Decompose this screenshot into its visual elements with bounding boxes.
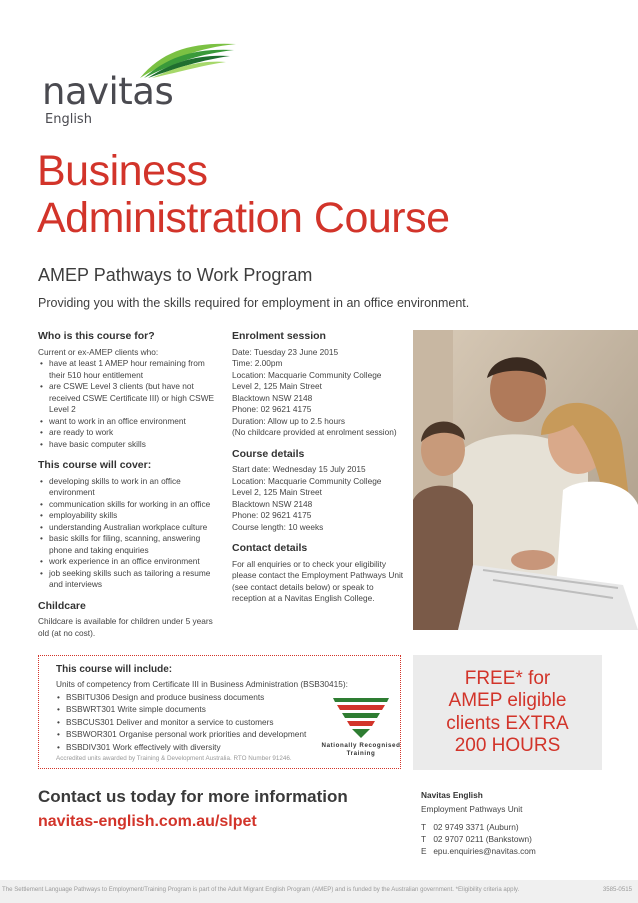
office-line-key: T	[421, 834, 427, 844]
list-item: • basic skills for filing, scanning, answering phone and taking enquiries	[38, 533, 218, 556]
course-units-box	[38, 655, 401, 769]
who-list	[38, 358, 218, 450]
nrt-label-line-2: Training	[346, 750, 376, 757]
office-line	[421, 821, 536, 833]
who-intro: Current or ex-AMEP clients who:	[38, 346, 159, 357]
title-line-1: Business	[37, 147, 208, 195]
contact-url-link[interactable]: navitas-english.com.au/slpet	[38, 813, 257, 830]
enrolment-line: Time: 2.00pm	[232, 358, 283, 368]
list-item: • BSBCUS301 Deliver and monitor a service to customers	[56, 716, 390, 729]
contact-heading: Contact us today for more information	[38, 787, 348, 806]
list-item: • communication skills for working in an office	[38, 499, 218, 511]
logo-wordmark: navitas	[42, 70, 174, 113]
page-title	[37, 148, 450, 242]
office-org: Navitas English	[421, 790, 483, 800]
enrolment-line: Location: Macquarie Community College	[232, 369, 382, 380]
footer	[0, 880, 638, 903]
course-details-line: Blacktown NSW 2148	[232, 498, 313, 509]
free-offer-box	[413, 655, 602, 770]
enrolment-line: Blacktown NSW 2148	[232, 392, 313, 403]
course-details-line: Course length: 10 weeks	[232, 521, 324, 532]
enrolment-line: (No childcare provided at enrolment session)	[232, 427, 397, 437]
enrolment-line: Level 2, 125 Main Street	[232, 381, 322, 391]
office-email-link[interactable]: epu.enquiries@navitas.com	[433, 846, 536, 856]
who-section	[38, 331, 218, 450]
course-details-line: Start date: Wednesday 15 July 2015	[232, 464, 366, 474]
list-item: • employability skills	[38, 510, 218, 522]
list-item: • BSBDIV301 Work effectively with diversity	[56, 741, 390, 754]
cover-list	[38, 476, 218, 591]
course-details-heading: Course details	[232, 447, 305, 460]
office-line-value: 02 9749 3371 (Auburn)	[433, 822, 519, 832]
footer-text: The Settlement Language Pathways to Employment/Training Program is part of the Adult Migrant English Program (AMEP) and is funded by the Australian government. *Eligibility criteria apply.	[2, 886, 520, 893]
list-item: • work experience in an office environment	[38, 556, 218, 568]
nrt-triangle-icon	[321, 694, 401, 740]
cover-heading: This course will cover:	[38, 459, 152, 471]
contact-details-text: For all enquiries or to check your eligibility please contact the Employment Pathways Unit (see contact details below) or speak to reception at a Navitas English College.	[232, 558, 404, 603]
childcare-text: Childcare is available for children under 5 years old (at no cost).	[38, 616, 213, 638]
nrt-label-line-1: Nationally Recognised	[321, 742, 401, 749]
office-line-key: T	[421, 822, 427, 832]
nrt-logo	[321, 694, 401, 764]
enrolment-heading: Enrolment session	[232, 330, 326, 342]
course-details-line: Location: Macquarie Community College	[232, 475, 382, 486]
list-item: • BSBITU306 Design and produce business documents	[56, 691, 390, 704]
office-photo-illustration	[413, 330, 638, 630]
enrolment-section	[232, 331, 410, 439]
middle-column	[232, 331, 410, 615]
office-contact	[421, 789, 536, 857]
tagline: Providing you with the skills required for employment in an office environment.	[38, 296, 470, 310]
cover-section	[38, 460, 218, 591]
free-offer-text: FREE* for AMEP eligible clients EXTRA 200 HOURS	[446, 667, 569, 756]
enrolment-line: Phone: 02 9621 4175	[232, 404, 312, 414]
title-line-2: Administration Course	[37, 194, 450, 242]
list-item: • BSBWOR301 Organise personal work priorities and development	[56, 728, 390, 741]
list-item: • developing skills to work in an office environment	[38, 476, 218, 499]
contact-details-heading: Contact details	[232, 542, 308, 554]
accreditation-note: Accredited units awarded by Training & Development Australia. RTO Number 91246.	[56, 755, 292, 762]
childcare-heading: Childcare	[38, 599, 86, 612]
include-intro: Units of competency from Certificate III in Business Administration (BSB30415):	[56, 679, 348, 689]
list-item: • BSBWRT301 Write simple documents	[56, 703, 390, 716]
left-column	[38, 331, 218, 649]
course-details-section	[232, 449, 410, 534]
enrolment-line: Duration: Allow up to 2.5 hours	[232, 415, 345, 426]
course-details-line: Phone: 02 9621 4175	[232, 510, 312, 520]
childcare-section	[38, 601, 218, 640]
logo-subtitle: English	[45, 112, 92, 127]
list-item: • want to work in an office environment	[38, 416, 218, 428]
list-item: • are CSWE Level 3 clients (but have not received CSWE Certificate III) or high CSWE Level 2	[38, 381, 218, 416]
include-heading: This course will include:	[56, 664, 173, 675]
who-heading: Who is this course for?	[38, 330, 155, 342]
office-photo	[413, 330, 638, 630]
office-line	[421, 845, 536, 857]
list-item: • have basic computer skills	[38, 439, 218, 451]
list-item: • understanding Australian workplace culture	[38, 522, 218, 534]
office-line-value: 02 9707 0211 (Bankstown)	[433, 834, 532, 844]
office-unit: Employment Pathways Unit	[421, 804, 523, 814]
enrolment-line: Date: Tuesday 23 June 2015	[232, 346, 339, 357]
office-line	[421, 833, 536, 845]
course-details-line: Level 2, 125 Main Street	[232, 487, 322, 497]
list-item: • have at least 1 AMEP hour remaining from their 510 hour entitlement	[38, 358, 218, 381]
contact-details-section	[232, 543, 410, 605]
office-line-key: E	[421, 846, 427, 856]
list-item: • job seeking skills such as tailoring a resume and interviews	[38, 568, 218, 591]
program-subtitle: AMEP Pathways to Work Program	[38, 265, 313, 285]
navitas-logo	[42, 40, 242, 130]
list-item: • are ready to work	[38, 427, 218, 439]
footer-code: 3585-0515	[602, 886, 632, 893]
nrt-label	[321, 742, 401, 758]
